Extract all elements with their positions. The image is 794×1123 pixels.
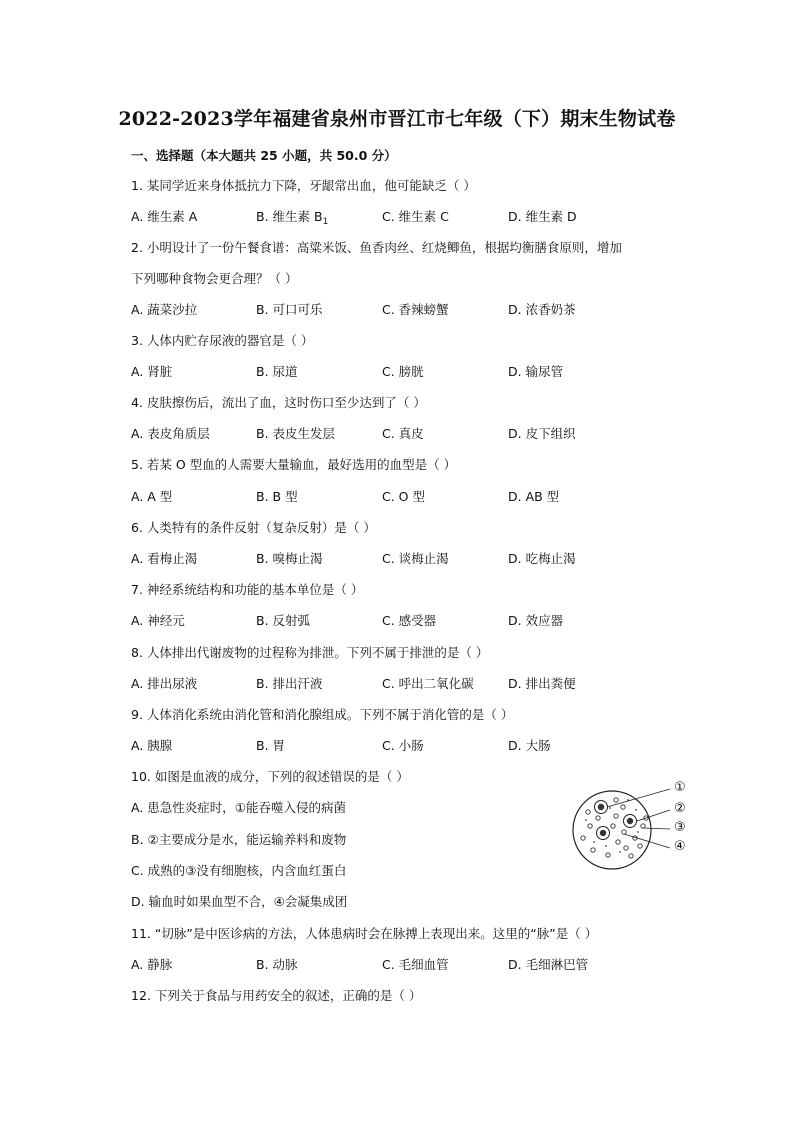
question-5-option-a: A. A 型 (131, 489, 173, 504)
diagram-label-3: ③ (674, 820, 686, 835)
question-3-option-b: B. 尿道 (256, 364, 298, 379)
question-8-stem: 8. 人体排出代谢废物的过程称为排泄。下列不属于排泄的是（ ） (131, 645, 489, 660)
question-11-option-c: C. 毛细血管 (382, 957, 449, 972)
question-4-stem: 4. 皮肤擦伤后，流出了血，这时伤口至少达到了（ ） (131, 395, 426, 410)
question-5-option-b: B. B 型 (256, 489, 298, 504)
question-11-option-d: D. 毛细淋巴管 (508, 957, 589, 972)
section-heading: 一、选择题（本大题共 25 小题，共 50.0 分） (131, 148, 397, 163)
question-4-option-d: D. 皮下组织 (508, 426, 576, 441)
question-2-option-d: D. 浓香奶茶 (508, 302, 576, 317)
question-11-stem: 11. “切脉”是中医诊病的方法，人体患病时会在脉搏上表现出来。这里的“脉”是（ ） (131, 926, 598, 941)
question-11-option-a: A. 静脉 (131, 957, 173, 972)
question-1-option-c: C. 维生素 C (382, 209, 449, 224)
question-6-stem: 6. 人类特有的条件反射（复杂反射）是（ ） (131, 520, 376, 535)
diagram-label-1: ① (674, 780, 686, 795)
question-8-option-c: C. 呼出二氧化碳 (382, 676, 474, 691)
question-6-option-b: B. 嗅梅止渴 (256, 551, 323, 566)
question-10-stem: 10. 如图是血液的成分，下列的叙述错误的是（ ） (131, 769, 409, 784)
question-7-option-d: D. 效应器 (508, 613, 564, 628)
question-6-option-a: A. 看梅止渴 (131, 551, 198, 566)
question-1-option-b: B. 维生素 $B_1$ (256, 209, 329, 227)
question-8-option-d: D. 排出粪便 (508, 676, 576, 691)
question-4-option-b: B. 表皮生发层 (256, 426, 336, 441)
question-10-option-b: B. ②主要成分是水，能运输养料和废物 (131, 832, 347, 847)
question-3-stem: 3. 人体内贮存尿液的器官是（ ） (131, 333, 314, 348)
question-1-option-a: A. 维生素 A (131, 209, 198, 224)
question-9-option-b: B. 胃 (256, 738, 286, 753)
question-9-option-a: A. 胰腺 (131, 738, 173, 753)
question-3-option-a: A. 肾脏 (131, 364, 173, 379)
question-7-option-c: C. 感受器 (382, 613, 437, 628)
question-5-option-d: D. AB 型 (508, 489, 560, 504)
question-1-option-d: D. 维生素 D (508, 209, 577, 224)
question-1-stem: 1. 某同学近来身体抵抗力下降，牙龈常出血，他可能缺乏（ ） (131, 178, 476, 193)
question-2-stem: 2. 小明设计了一份午餐食谱：高粱米饭、鱼香肉丝、红烧鲫鱼，根据均衡膳食原则，增加 (131, 240, 622, 255)
question-3-option-d: D. 输尿管 (508, 364, 564, 379)
question-6-option-c: C. 谈梅止渴 (382, 551, 449, 566)
question-2-option-b: B. 可口可乐 (256, 302, 323, 317)
question-2-option-c: C. 香辣螃蟹 (382, 302, 449, 317)
diagram-label-4: ④ (674, 839, 686, 854)
question-10-option-d: D. 输血时如果血型不合，④会凝集成团 (131, 894, 348, 909)
diagram-label-2: ② (674, 801, 686, 816)
question-9-stem: 9. 人体消化系统由消化管和消化腺组成。下列不属于消化管的是（ ） (131, 707, 514, 722)
question-5-stem: 5. 若某 O 型血的人需要大量输血，最好选用的血型是（ ） (131, 457, 457, 472)
blood-components-diagram (568, 780, 698, 876)
question-7-option-a: A. 神经元 (131, 613, 185, 628)
question-5-option-c: C. O 型 (382, 489, 425, 504)
question-2-option-a: A. 蔬菜沙拉 (131, 302, 198, 317)
question-8-option-a: A. 排出尿液 (131, 676, 198, 691)
question-10-option-c: C. 成熟的③没有细胞核，内含血红蛋白 (131, 863, 347, 878)
question-4-option-a: A. 表皮角质层 (131, 426, 210, 441)
question-9-option-d: D. 大肠 (508, 738, 551, 753)
question-11-option-b: B. 动脉 (256, 957, 298, 972)
question-12-stem: 12. 下列关于食品与用药安全的叙述，正确的是（ ） (131, 988, 422, 1003)
question-3-option-c: C. 膀胱 (382, 364, 424, 379)
question-10-option-a: A. 患急性炎症时，①能吞噬入侵的病菌 (131, 800, 346, 815)
question-4-option-c: C. 真皮 (382, 426, 424, 441)
question-8-option-b: B. 排出汗液 (256, 676, 323, 691)
question-7-option-b: B. 反射弧 (256, 613, 311, 628)
exam-title: 2022-2023学年福建省泉州市晋江市七年级（下）期末生物试卷 (118, 108, 676, 130)
question-2-stem-line2: 下列哪种食物会更合理？（ ） (131, 271, 298, 286)
question-6-option-d: D. 吃梅止渴 (508, 551, 576, 566)
question-9-option-c: C. 小肠 (382, 738, 424, 753)
question-7-stem: 7. 神经系统结构和功能的基本单位是（ ） (131, 582, 364, 597)
